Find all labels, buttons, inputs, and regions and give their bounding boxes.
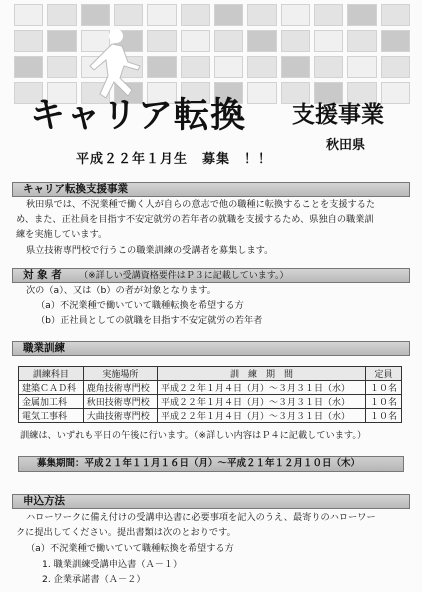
- apply-doc-2: 2. 企業承諾書（Ａ－２）: [42, 574, 146, 585]
- table-cell: 金属加工科: [19, 395, 84, 409]
- table-cell: 平成２２年１月４日（月）～３月３１日（水）: [157, 395, 365, 409]
- table-cell: 秋田技術専門校: [83, 395, 157, 409]
- page-title: キャリア転換: [30, 95, 247, 136]
- table-cell: 平成２２年１月４日（月）～３月３１日（水）: [157, 409, 365, 423]
- apply-para-line1: ハローワークに備え付けの受講申込書に必要事項を記入のうえ、最寄りのハローワー: [26, 512, 376, 523]
- apply-item-a: （a）不況業種で働いていて職種転換を希望する方: [26, 543, 234, 554]
- career-para1-line1: 秋田県では、不況業種で働く人が自らの意志で他の職種に転換することを支援するた: [26, 199, 376, 210]
- section-heading-note: （※詳しい受講資格要件はＰ３に記載しています。）: [79, 271, 289, 281]
- column-header: 定員: [365, 367, 401, 381]
- column-header: 訓 練 期 間: [157, 367, 365, 381]
- table-cell: 建築ＣＡＤ科: [19, 381, 84, 395]
- section-heading-label: 対 象 者: [23, 269, 62, 281]
- page-subtitle: 支援事業: [292, 101, 384, 128]
- training-table: [18, 366, 402, 423]
- table-cell: 電気工事科: [19, 409, 84, 423]
- training-footnote: 訓練は、いずれも平日の午後に行います。（※詳しい内容はＰ４に記載しています。）: [20, 430, 367, 441]
- table-cell: １０名: [365, 381, 401, 395]
- table-cell: 大曲技術専門校: [83, 409, 157, 423]
- section-heading-label: 職業訓練: [23, 342, 65, 354]
- target-intro: 次の（a）、又は（b）の者が対象となります。: [26, 285, 216, 296]
- recruitment-tagline: 平成２２年１月生 募集 ！！: [76, 152, 273, 167]
- target-item-a: （a）不況業種で働いていて職種転換を希望する方: [36, 300, 244, 311]
- table-cell: 平成２２年１月４日（月）～３月３１日（水）: [157, 381, 365, 395]
- section-heading-target: [12, 268, 410, 283]
- table-row: [19, 409, 402, 423]
- section-heading-career: [12, 182, 410, 197]
- column-header: 実施場所: [83, 367, 157, 381]
- section-heading-apply: [12, 494, 410, 509]
- section-heading-label: キャリア転換支援事業: [23, 183, 128, 195]
- table-cell: １０名: [365, 409, 401, 423]
- career-para1-line2: め、また、正社員を目指す不安定就労の若年者の就職を支援するため、県独自の職業訓: [16, 214, 374, 225]
- apply-doc-1: 1. 職業訓練受講申込書（Ａ－１）: [42, 559, 183, 570]
- career-para2: 県立技術専門校で行うこの職業訓練の受講者を募集します。: [26, 245, 274, 256]
- table-row: [19, 395, 402, 409]
- prefecture-label: 秋田県: [326, 138, 366, 153]
- table-cell: １０名: [365, 395, 401, 409]
- column-header: 訓練科目: [19, 367, 84, 381]
- table-row: [19, 381, 402, 395]
- table-cell: 鹿角技術専門校: [83, 381, 157, 395]
- table-header-row: [19, 367, 402, 381]
- banner-grid: [14, 4, 410, 108]
- runner-silhouette-icon: [78, 26, 148, 106]
- recruitment-period-banner: 募集期間：平成２１年１１月１６日（月）～平成２１年１２月１０日（木）: [18, 456, 404, 472]
- section-heading-label: 申込方法: [23, 495, 65, 507]
- apply-para-line2: クに提出してください。提出書類は次のとおりです。: [16, 527, 236, 538]
- section-heading-training: [12, 341, 410, 356]
- career-para1-line3: 練を実施しています。: [16, 229, 108, 240]
- target-item-b: （b）正社員としての就職を目指す不安定就労の若年者: [36, 315, 263, 326]
